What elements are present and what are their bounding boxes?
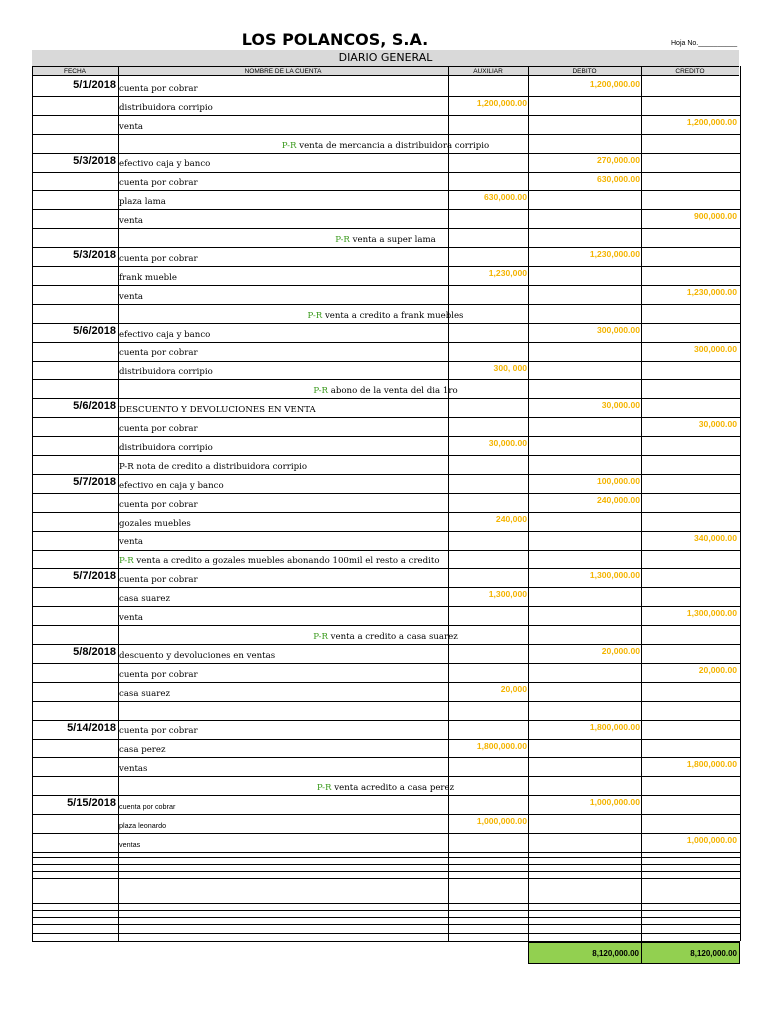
memo-line xyxy=(32,311,739,321)
table-row xyxy=(32,757,739,776)
table-row xyxy=(32,739,739,758)
row-divider xyxy=(32,903,740,904)
memo-text: abono de la venta del dia 1ro xyxy=(328,386,458,397)
table-row xyxy=(32,153,739,172)
auxiliar-amount: 300, 000 xyxy=(493,362,527,373)
entry-date: 5/1/2018 xyxy=(73,79,116,91)
credit-amount: 1,800,000.00 xyxy=(686,759,737,770)
table-row xyxy=(32,361,739,380)
memo-line xyxy=(32,235,739,245)
table-row xyxy=(32,550,739,569)
account-name: cuenta por cobrar xyxy=(119,669,198,680)
auxiliar-amount: 240,000 xyxy=(495,513,527,524)
table-row xyxy=(32,568,739,587)
table-row xyxy=(32,587,739,606)
total-debit: 8,120,000.00 xyxy=(528,942,642,964)
account-name: distribuidora corripio xyxy=(119,442,213,453)
auxiliar-amount: 1,000,000.00 xyxy=(476,816,527,827)
pr-label: P-R xyxy=(119,461,134,472)
journal-title: DIARIO GENERAL xyxy=(32,50,739,66)
credit-amount: 30,000.00 xyxy=(698,419,737,430)
row-divider xyxy=(32,917,740,918)
table-row xyxy=(32,379,739,398)
account-name: gozales muebles xyxy=(119,518,191,529)
table-row xyxy=(32,209,739,228)
hoja-label: Hoja No.__________ xyxy=(671,40,738,47)
table-row xyxy=(32,701,739,720)
credit-amount: 1,200,000.00 xyxy=(686,116,737,127)
account-name: cuenta por cobrar xyxy=(119,178,198,189)
total-credit: 8,120,000.00 xyxy=(641,942,740,964)
header-fecha: FECHA xyxy=(32,66,118,76)
credit-amount: 900,000.00 xyxy=(693,211,737,222)
auxiliar-amount: 1,200,000.00 xyxy=(476,97,527,108)
account-name: efectivo caja y banco xyxy=(119,329,211,340)
memo-text: venta de mercancia a distribuidora corripio xyxy=(296,140,490,151)
account-name: casa suarez xyxy=(119,594,170,605)
row-divider xyxy=(32,924,740,925)
account-name: efectivo en caja y banco xyxy=(119,480,224,491)
account-name: DESCUENTO Y DEVOLUCIONES EN VENTA xyxy=(119,405,316,416)
table-row xyxy=(32,77,739,96)
auxiliar-amount: 30,000.00 xyxy=(488,438,527,449)
row-divider xyxy=(32,878,740,879)
account-name: cuenta por cobrar xyxy=(119,499,198,510)
auxiliar-amount: 630,000.00 xyxy=(483,192,527,203)
credit-amount: 1,230,000.00 xyxy=(686,286,737,297)
debit-amount: 30,000.00 xyxy=(601,400,640,411)
table-row xyxy=(32,795,739,814)
table-row xyxy=(32,247,739,266)
debit-amount: 1,800,000.00 xyxy=(589,721,640,732)
debit-amount: 1,200,000.00 xyxy=(589,79,640,89)
account-name: venta xyxy=(119,537,144,548)
table-row xyxy=(32,190,739,209)
row-divider xyxy=(32,864,740,865)
account-name: venta xyxy=(119,121,144,132)
table-row xyxy=(32,96,739,115)
row-divider xyxy=(32,933,740,934)
account-name: venta xyxy=(119,291,144,302)
table-row xyxy=(32,776,739,795)
account-name: plaza leonardo xyxy=(119,820,167,830)
credit-amount: 300,000.00 xyxy=(693,343,737,354)
row-divider xyxy=(32,910,740,911)
row-divider xyxy=(32,852,740,853)
pr-label: P-R xyxy=(313,386,329,397)
debit-amount: 100,000.00 xyxy=(596,475,640,486)
memo-line xyxy=(32,141,739,151)
memo-line xyxy=(119,556,440,566)
table-row xyxy=(32,512,739,531)
memo-text: venta a credito a frank muebles xyxy=(322,310,464,321)
table-row xyxy=(32,115,739,134)
pr-label: P-R xyxy=(316,783,332,794)
memo-text: venta acredito a casa perez xyxy=(331,783,455,794)
account-name: casa perez xyxy=(119,745,166,756)
memo-text: nota de credito a distribuidora corripio xyxy=(133,461,307,472)
table-row xyxy=(32,720,739,739)
memo-line xyxy=(32,632,739,642)
auxiliar-amount: 1,300,000 xyxy=(488,589,527,600)
table-row xyxy=(32,134,739,153)
credit-amount: 20,000.00 xyxy=(698,664,737,675)
memo-line xyxy=(32,783,739,793)
account-name: cuenta por cobrar xyxy=(119,83,198,94)
account-name: casa suarez xyxy=(119,688,170,699)
account-name: distribuidora corripio xyxy=(119,102,213,113)
account-name: efectivo caja y banco xyxy=(119,159,211,170)
entry-date: 5/7/2018 xyxy=(73,570,116,583)
account-name: plaza lama xyxy=(119,197,166,208)
table-row xyxy=(32,285,739,304)
account-name: venta xyxy=(119,613,144,624)
table-row xyxy=(32,663,739,682)
table-row xyxy=(32,228,739,247)
table-row xyxy=(32,323,739,342)
header-cuenta: NOMBRE DE LA CUENTA xyxy=(118,66,448,76)
column-divider xyxy=(740,66,741,941)
pr-label: P-R xyxy=(335,235,350,246)
company-title: LOS POLANCOS, S.A. xyxy=(241,30,429,49)
account-name: cuenta por cobrar xyxy=(119,424,198,435)
header-debito: DEBITO xyxy=(528,66,641,76)
credit-amount: 340,000.00 xyxy=(693,532,737,543)
account-name: cuenta por cobrar xyxy=(119,802,176,812)
header-auxiliar: AUXILIAR xyxy=(448,66,528,76)
table-row xyxy=(32,172,739,191)
account-name: cuenta por cobrar xyxy=(119,575,198,586)
entry-date: 5/7/2018 xyxy=(73,475,116,488)
debit-amount: 300,000.00 xyxy=(596,324,640,335)
table-row xyxy=(32,682,739,701)
memo-line xyxy=(119,462,307,472)
table-row xyxy=(32,436,739,455)
table-row xyxy=(32,398,739,417)
debit-amount: 1,000,000.00 xyxy=(589,797,640,808)
row-divider xyxy=(32,857,740,858)
account-name: cuenta por cobrar xyxy=(119,348,198,359)
table-row xyxy=(32,644,739,663)
table-row xyxy=(32,266,739,285)
auxiliar-amount: 1,800,000.00 xyxy=(476,740,527,751)
memo-text: venta a credito a casa suarez xyxy=(327,631,458,642)
account-name: cuenta por cobrar xyxy=(119,253,198,264)
table-row xyxy=(32,493,739,512)
entry-date: 5/14/2018 xyxy=(67,721,116,734)
entry-date: 5/3/2018 xyxy=(73,154,116,167)
credit-amount: 1,300,000.00 xyxy=(686,608,737,619)
memo-text: venta a credito a gozales muebles abonando 100mil el resto a credito xyxy=(133,556,440,567)
auxiliar-amount: 1,230,000 xyxy=(488,268,527,278)
table-row xyxy=(32,304,739,323)
memo-text: venta a super lama xyxy=(349,235,436,246)
entry-date: 5/15/2018 xyxy=(67,797,116,810)
entry-date: 5/3/2018 xyxy=(73,249,116,262)
account-name: ventas xyxy=(119,839,141,849)
debit-amount: 240,000.00 xyxy=(596,494,640,505)
account-name: descuento y devoluciones en ventas xyxy=(119,650,276,661)
table-row xyxy=(32,833,739,852)
entry-date: 5/6/2018 xyxy=(73,400,116,413)
header-credito: CREDITO xyxy=(641,66,739,76)
credit-amount: 1,000,000.00 xyxy=(686,835,737,845)
account-name: cuenta por cobrar xyxy=(119,726,198,737)
auxiliar-amount: 20,000 xyxy=(500,683,527,694)
account-name: venta xyxy=(119,216,144,227)
table-row xyxy=(32,814,739,833)
table-row xyxy=(32,455,739,474)
table-row xyxy=(32,474,739,493)
pr-label: P-R xyxy=(307,310,323,321)
table-row xyxy=(32,417,739,436)
table-row xyxy=(32,531,739,550)
pr-label: P-R xyxy=(313,631,328,642)
entry-date: 5/6/2018 xyxy=(73,324,116,337)
pr-label: P-R xyxy=(281,140,297,151)
row-divider xyxy=(32,871,740,872)
table-row xyxy=(32,625,739,644)
entry-date: 5/8/2018 xyxy=(73,646,116,658)
debit-amount: 1,300,000.00 xyxy=(589,570,640,581)
table-row xyxy=(32,606,739,625)
debit-amount: 630,000.00 xyxy=(596,173,640,184)
table-row xyxy=(32,342,739,361)
pr-label: P-R xyxy=(119,556,134,567)
account-name: frank mueble xyxy=(119,272,177,283)
debit-amount: 1,230,000.00 xyxy=(589,249,640,260)
account-name: ventas xyxy=(119,764,148,775)
debit-amount: 270,000.00 xyxy=(596,154,640,165)
memo-line xyxy=(32,386,739,396)
debit-amount: 20,000.00 xyxy=(601,646,640,656)
account-name: distribuidora corripio xyxy=(119,367,213,378)
